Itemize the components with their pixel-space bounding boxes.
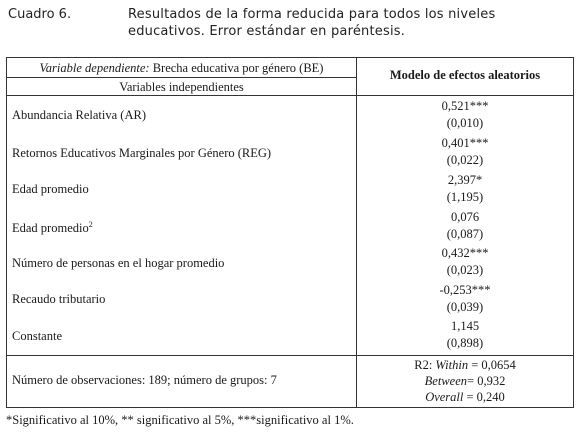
within-label: Within bbox=[435, 358, 469, 372]
dependent-variable-label: Variable dependiente: bbox=[39, 61, 150, 75]
r2-label: R2: bbox=[414, 358, 433, 372]
independent-variables-header: Variables independientes bbox=[119, 80, 244, 94]
coefficient-value: 2,397* bbox=[447, 173, 483, 187]
coefficient-value: -0,253*** bbox=[439, 283, 491, 297]
coefficient-value: 0,076 bbox=[450, 210, 480, 224]
table-title: Resultados de la forma reducida para todos los niveles educativos. Error estándar en paréntesis. bbox=[128, 7, 496, 39]
row-label: Recaudo tributario bbox=[12, 292, 106, 306]
coefficient-value: 0,432*** bbox=[441, 246, 489, 260]
r2-within bbox=[357, 358, 573, 373]
row-label: Abundancia Relativa (AR) bbox=[12, 108, 146, 122]
row-label: Constante bbox=[12, 329, 62, 343]
row-label-text: Edad promedio bbox=[12, 221, 89, 236]
row-label bbox=[12, 217, 93, 236]
row-label: Retornos Educativos Marginales por Género (REG) bbox=[12, 146, 272, 160]
dependent-variable-header bbox=[7, 61, 356, 76]
standard-error-value: (0,898) bbox=[446, 336, 484, 350]
standard-error-value: (1,195) bbox=[446, 190, 484, 204]
between-value: = 0,932 bbox=[467, 374, 506, 388]
significance-footnote: *Significativo al 10%, ** significativo al 5%, ***significativo al 1%. bbox=[6, 413, 354, 427]
observations-summary: Número de observaciones: 189; número de grupos: 7 bbox=[12, 373, 277, 387]
coefficient-value: 0,521*** bbox=[441, 99, 489, 113]
model-header: Modelo de efectos aleatorios bbox=[389, 68, 541, 82]
summary-top-rule bbox=[7, 355, 573, 356]
within-value: = 0,0654 bbox=[471, 358, 516, 372]
header-divider bbox=[7, 77, 356, 78]
standard-error-value: (0,010) bbox=[446, 116, 484, 130]
r2-overall bbox=[357, 390, 573, 405]
standard-error-value: (0,039) bbox=[446, 300, 484, 314]
between-label: Between bbox=[424, 374, 468, 388]
overall-value: = 0,240 bbox=[466, 390, 505, 404]
overall-label: Overall bbox=[425, 390, 464, 404]
row-label-superscript: 2 bbox=[88, 220, 93, 229]
results-table bbox=[6, 57, 574, 408]
standard-error-value: (0,022) bbox=[446, 153, 484, 167]
coefficient-value: 1,145 bbox=[450, 319, 480, 333]
coefficient-value: 0,401*** bbox=[441, 136, 489, 150]
table-caption bbox=[8, 6, 574, 42]
row-label: Edad promedio bbox=[12, 182, 89, 196]
header-bottom-rule bbox=[7, 95, 573, 96]
table-number: Cuadro 6. bbox=[8, 7, 72, 22]
row-label: Número de personas en el hogar promedio bbox=[12, 256, 225, 270]
r2-between bbox=[357, 374, 573, 389]
dependent-variable-value: Brecha educativa por género (BE) bbox=[152, 61, 324, 75]
standard-error-value: (0,023) bbox=[446, 263, 484, 277]
standard-error-value: (0,087) bbox=[446, 227, 484, 241]
